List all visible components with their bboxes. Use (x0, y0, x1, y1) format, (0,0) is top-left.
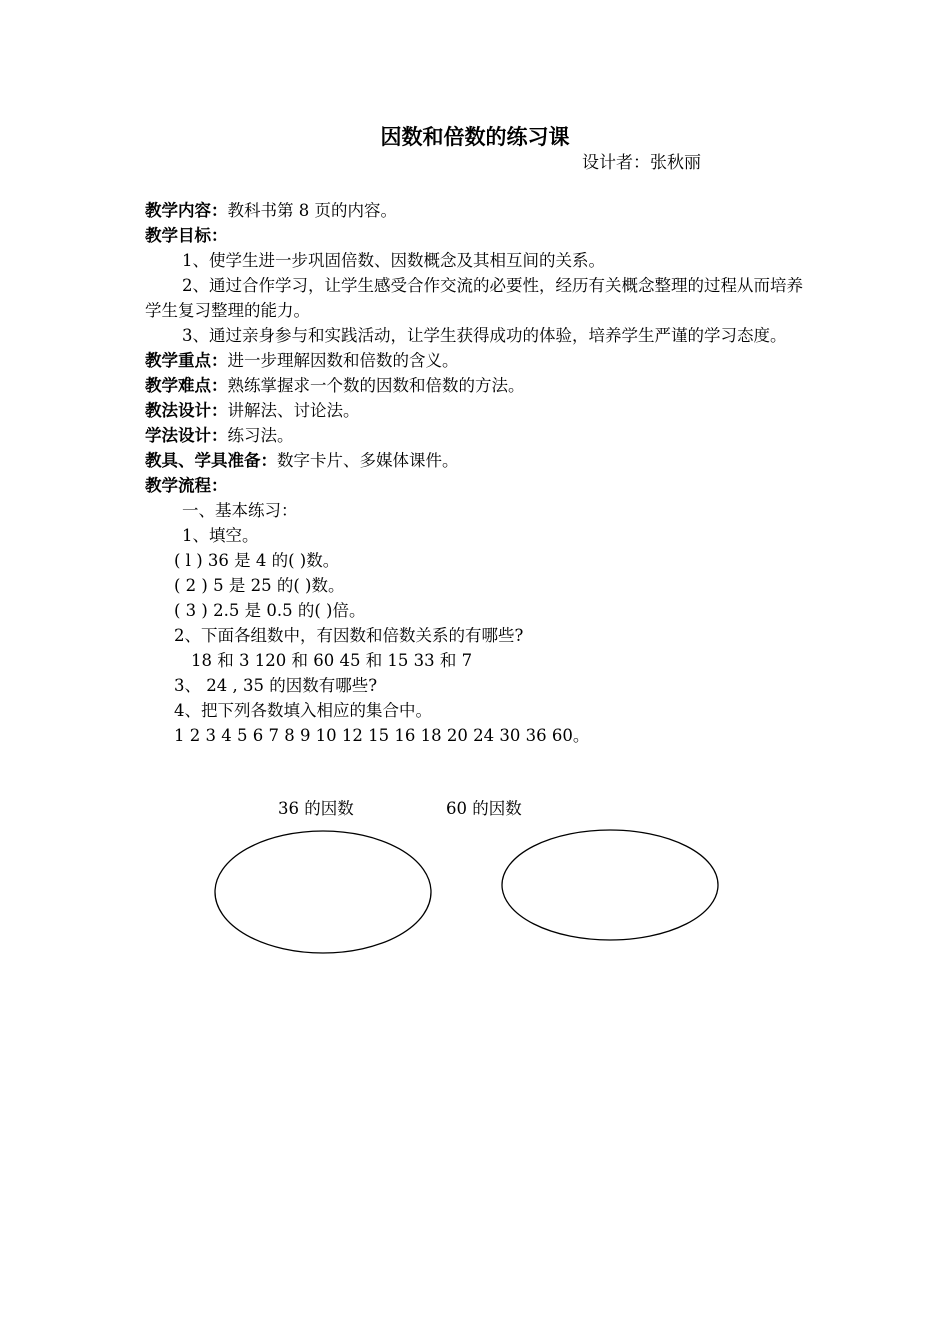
question-2-pairs: 18 和 3 120 和 60 45 和 15 33 和 7 (191, 651, 473, 670)
teaching-flow-label: 教学流程： (145, 476, 228, 495)
teaching-content-text: 教科书第 8 页的内容。 (227, 201, 397, 220)
question-1: 1、填空。 (182, 526, 259, 545)
goal-1: 1、使学生进一步巩固倍数、因数概念及其相互间的关系。 (182, 251, 605, 270)
teaching-key-text: 进一步理解因数和倍数的含义。 (227, 351, 459, 370)
part-1-heading: 一、基本练习： (182, 501, 298, 520)
question-4-numbers: 1 2 3 4 5 6 7 8 9 10 12 15 16 18 20 24 30 36 60。 (174, 726, 590, 745)
question-1-2: ( 2 ) 5 是 25 的( )数。 (174, 576, 345, 595)
set-label-60: 60 的因数 (446, 799, 522, 818)
set-ellipse-60 (502, 830, 718, 940)
question-3: 3、 24 , 35 的因数有哪些? (174, 676, 378, 695)
question-2: 2、下面各组数中，有因数和倍数关系的有哪些? (174, 626, 524, 645)
set-ellipse-36 (215, 831, 431, 953)
teaching-goals-label: 教学目标： (145, 226, 228, 245)
question-1-3: ( 3 ) 2.5 是 0.5 的( )倍。 (174, 601, 366, 620)
document-title: 因数和倍数的练习课 (380, 124, 570, 149)
question-4: 4、把下列各数填入相应的集合中。 (174, 701, 432, 720)
teaching-difficulty-text: 熟练掌握求一个数的因数和倍数的方法。 (227, 376, 525, 395)
teaching-difficulty-label: 教学难点： (145, 376, 228, 395)
question-1-1: ( l ) 36 是 4 的( )数。 (174, 551, 340, 570)
study-method-label: 学法设计： (145, 426, 228, 445)
teaching-content-label: 教学内容： (145, 201, 228, 220)
teaching-tools-label: 教具、学具准备： (145, 451, 277, 470)
set-label-36: 36 的因数 (278, 799, 354, 818)
goal-3: 3、通过亲身参与和实践活动，让学生获得成功的体验，培养学生严谨的学习态度。 (182, 326, 787, 345)
teaching-tools-text: 数字卡片、多媒体课件。 (277, 451, 459, 470)
teaching-method-label: 教法设计： (145, 401, 228, 420)
teaching-key-label: 教学重点： (145, 351, 228, 370)
study-method-text: 练习法。 (227, 426, 294, 445)
teaching-method-text: 讲解法、讨论法。 (227, 401, 360, 420)
author-line: 设计者：张秋丽 (582, 153, 701, 173)
goal-2: 2、通过合作学习，让学生感受合作交流的必要性，经历有关概念整理的过程从而培养学生复习整理的能力。 (145, 276, 803, 320)
